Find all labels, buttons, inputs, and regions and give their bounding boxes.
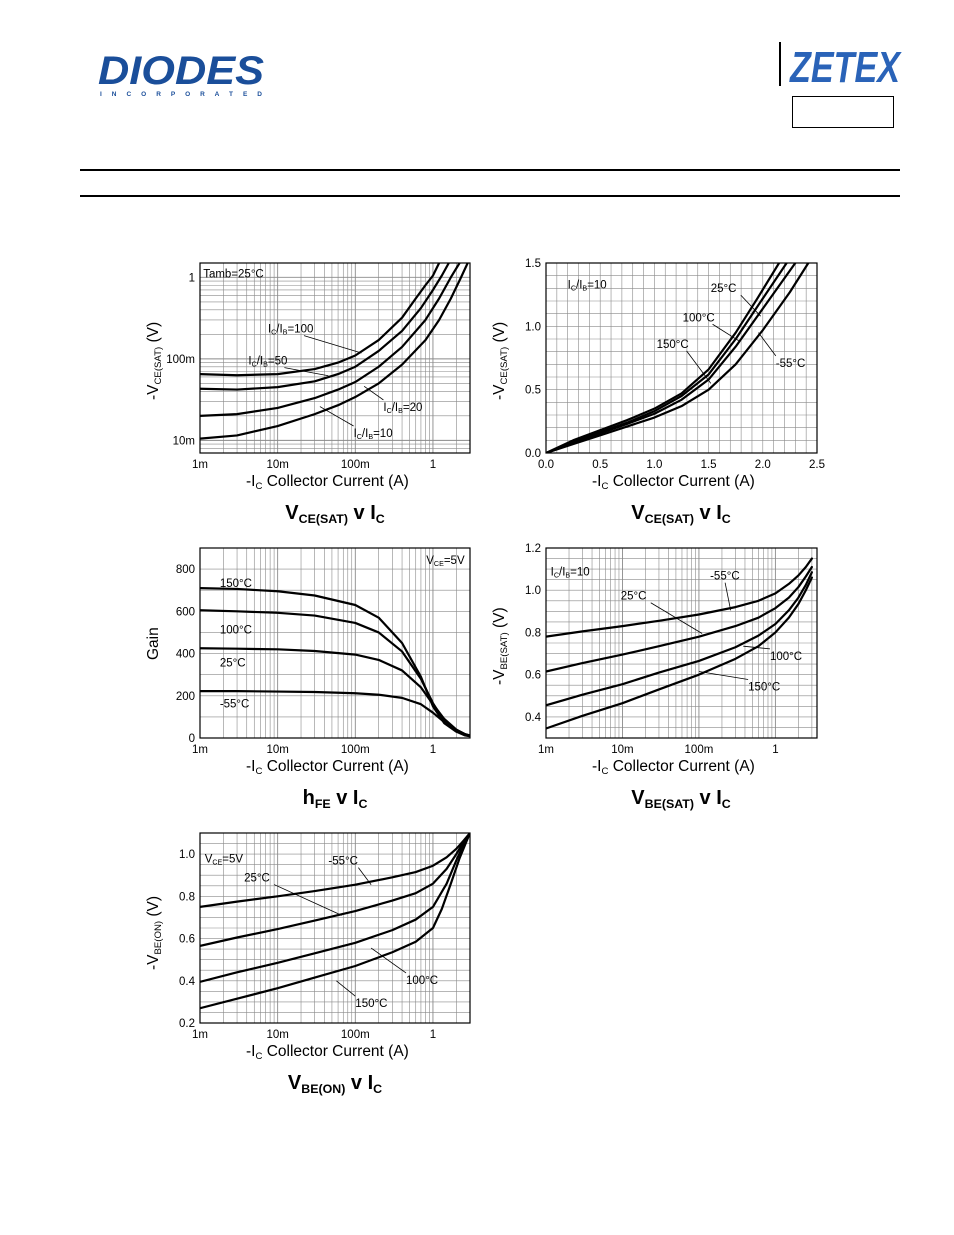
chart-title: VBE(ON) v IC <box>287 1072 383 1096</box>
series-label: -55°C <box>710 570 740 583</box>
x-tick-label: 0.5 <box>592 459 609 471</box>
y-tick-label: 1.5 <box>525 258 541 270</box>
chart-c4 <box>491 543 817 811</box>
y-axis-label: -VBE(ON) (V) <box>145 895 165 970</box>
series-label: 150°C <box>355 998 388 1011</box>
y-tick-label: 600 <box>175 606 195 619</box>
series-leader <box>304 336 362 353</box>
x-tick-label: 2.5 <box>809 459 825 471</box>
y-tick-label: 0.6 <box>179 933 195 946</box>
series-leader <box>725 583 731 611</box>
x-tick-label: 1m <box>538 744 554 756</box>
x-tick-label: 2.0 <box>754 459 771 471</box>
x-tick-label: 100m <box>684 744 714 756</box>
y-tick-label: 1 <box>188 272 195 285</box>
x-tick-label: 10m <box>266 744 289 756</box>
chart-title: VBE(SAT) v IC <box>631 787 731 811</box>
chart-c2 <box>491 258 825 526</box>
y-axis-label: -VBE(SAT) (V) <box>491 607 511 685</box>
x-tick-label: 1m <box>192 744 208 756</box>
series-leader <box>336 981 355 996</box>
y-tick-label: 1.0 <box>525 585 541 598</box>
y-tick-label: 0.4 <box>179 975 195 988</box>
annotation: Tamb=25°C <box>203 268 264 281</box>
chart-c1 <box>145 263 470 526</box>
diodes-logo-subline: I N C O R P O R A T E D <box>100 91 263 98</box>
series-label: 100°C <box>682 312 715 325</box>
series-label: 25°C <box>244 872 270 885</box>
y-tick-label: 0.4 <box>525 711 541 724</box>
series-label: IC/IB=20 <box>383 401 423 416</box>
annotation: IC/IB=10 <box>567 279 607 293</box>
y-tick-label: 400 <box>175 648 195 661</box>
series-label: -55°C <box>219 698 250 711</box>
annotation: IC/IB=10 <box>550 566 590 580</box>
y-tick-label: 0.2 <box>179 1018 195 1030</box>
diodes-logo-wordmark: DIODES <box>98 49 265 93</box>
y-tick-label: 800 <box>175 564 195 577</box>
y-axis-label: -VCE(SAT) (V) <box>145 321 165 400</box>
x-axis-label: -IC Collector Current (A) <box>246 473 409 493</box>
x-axis-label: -IC Collector Current (A) <box>246 758 409 778</box>
chart-c3 <box>145 548 470 811</box>
y-tick-label: 0 <box>188 733 195 745</box>
series-line-IC/IB=20 <box>200 263 460 416</box>
series-leader <box>364 386 383 400</box>
chart-title: VCE(SAT) v IC <box>631 502 731 526</box>
series-leader <box>371 948 406 973</box>
series-label: 100°C <box>219 624 252 637</box>
x-tick-label: 10m <box>266 459 289 471</box>
y-axis-label: -VCE(SAT) (V) <box>491 321 511 400</box>
x-tick-label: 1m <box>192 1029 208 1041</box>
series-label: 100°C <box>406 974 439 987</box>
series-label: 150°C <box>748 681 781 694</box>
series-label: 25°C <box>620 590 647 603</box>
chart-title: VCE(SAT) v IC <box>285 502 385 526</box>
x-tick-label: 1 <box>772 744 779 756</box>
series-leader <box>651 603 702 634</box>
series-line-25°C <box>546 263 779 453</box>
series-line-IC/IB=10 <box>200 263 468 442</box>
x-axis-label: -IC Collector Current (A) <box>592 473 755 493</box>
y-tick-label: 0.0 <box>525 448 541 460</box>
series-label: IC/IB=10 <box>353 427 393 442</box>
x-axis-label: -IC Collector Current (A) <box>592 758 755 778</box>
y-tick-label: 1.0 <box>525 321 541 334</box>
x-tick-label: 1m <box>192 459 208 471</box>
y-tick-label: 100m <box>166 353 195 366</box>
x-tick-label: 1 <box>429 1029 437 1041</box>
series-leader <box>699 672 748 680</box>
y-tick-label: 0.6 <box>525 669 541 682</box>
series-label: IC/IB=100 <box>267 323 314 337</box>
y-tick-label: 0.8 <box>525 627 541 640</box>
y-tick-label: 0.8 <box>179 891 195 904</box>
x-tick-label: 100m <box>340 1029 370 1041</box>
y-tick-label: 10m <box>172 435 195 448</box>
series-label: 25°C <box>219 657 246 670</box>
series-label: -55°C <box>328 855 358 868</box>
series-label: -55°C <box>775 357 806 370</box>
x-tick-label: 1 <box>429 459 437 471</box>
x-tick-label: 1.0 <box>646 459 663 471</box>
zetex-logo-wordmark: ZETEX <box>788 43 903 92</box>
y-tick-label: 200 <box>175 690 195 703</box>
series-label: IC/IB=50 <box>248 355 288 369</box>
gridlines <box>200 263 470 453</box>
y-axis-label: Gain <box>145 627 162 660</box>
x-tick-label: 10m <box>266 1029 289 1041</box>
series-label: 25°C <box>710 283 737 296</box>
chart-c5 <box>145 833 470 1096</box>
y-tick-label: 1.0 <box>179 849 195 862</box>
series-label: 150°C <box>656 338 689 351</box>
x-tick-label: 1.5 <box>700 459 717 471</box>
x-axis-label: -IC Collector Current (A) <box>246 1043 409 1063</box>
x-tick-label: 100m <box>340 744 370 756</box>
series-label: 100°C <box>770 650 803 663</box>
series-label: 150°C <box>219 578 252 591</box>
chart-title: hFE v IC <box>302 787 368 811</box>
x-tick-label: 1 <box>429 744 437 756</box>
series-leader <box>758 333 775 356</box>
y-tick-label: 1.2 <box>525 543 541 555</box>
series-leader <box>320 407 354 426</box>
annotation: VCE=5V <box>426 554 465 569</box>
x-tick-label: 100m <box>340 459 370 471</box>
annotation: VCE=5V <box>204 853 244 867</box>
x-tick-label: 10m <box>611 744 634 756</box>
y-tick-label: 0.5 <box>525 384 541 397</box>
x-tick-label: 0.0 <box>538 459 554 471</box>
